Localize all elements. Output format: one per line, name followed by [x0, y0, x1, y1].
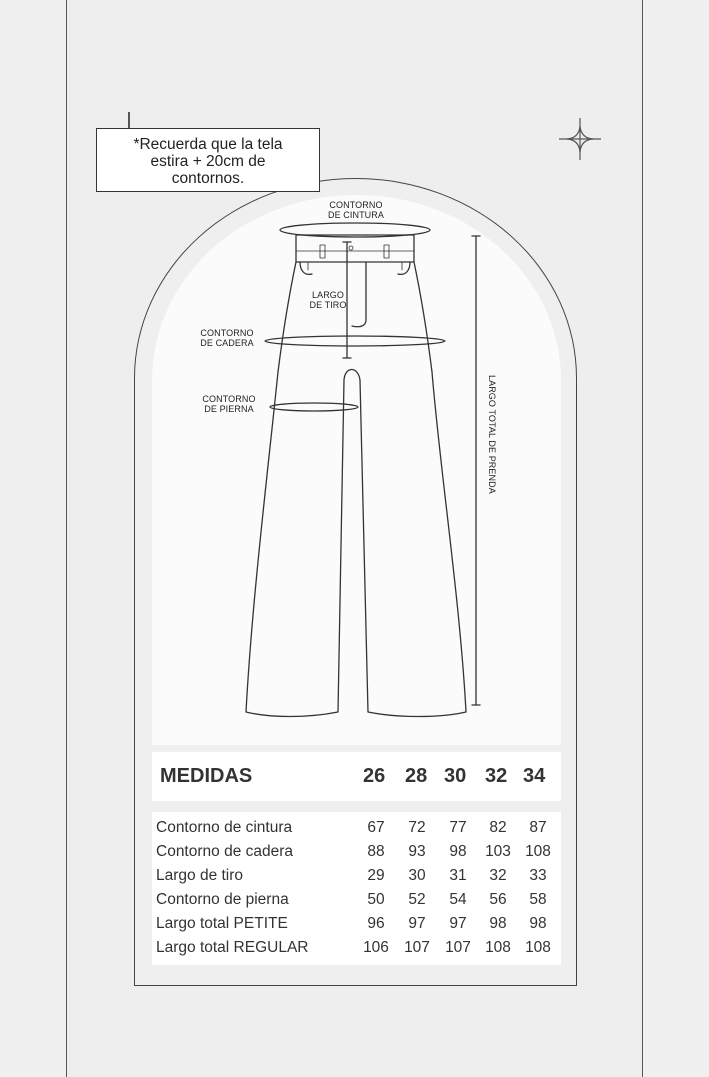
table-header	[152, 752, 561, 801]
note-line-2: estira + 20cm de	[150, 153, 266, 170]
leg-measure-ellipse	[270, 403, 358, 411]
table-row: Largo total PETITE 96 97 97 98 98	[156, 915, 547, 932]
table-row: Contorno de cintura 67 72 77 82 87	[156, 819, 547, 836]
size-header: 26	[363, 765, 386, 787]
waistband	[296, 235, 414, 262]
measurement-table	[152, 812, 561, 965]
left-pocket	[300, 262, 312, 274]
rise-label: LARGO DE TIRO	[309, 290, 347, 310]
hip-label: CONTORNO DE CADERA	[200, 328, 254, 348]
note-line-1: *Recuerda que la tela	[133, 136, 283, 153]
size-header: 32	[485, 765, 508, 787]
length-label: LARGO TOTAL DE PRENDA	[487, 375, 497, 494]
table-row: Largo de tiro 29 30 31 32 33	[156, 867, 547, 884]
pants-outline	[246, 262, 466, 717]
size-header: 30	[444, 765, 467, 787]
table-row: Contorno de pierna 50 52 54 56 58	[156, 891, 547, 908]
size-header: 34	[523, 765, 546, 787]
right-pocket	[398, 262, 410, 274]
note-line-3: contornos.	[171, 170, 245, 187]
table-row: Largo total REGULAR 106 107 107 108 108	[156, 939, 551, 956]
leg-label: CONTORNO DE PIERNA	[202, 394, 256, 414]
waist-label: CONTORNO DE CINTURA	[327, 200, 384, 220]
hip-measure-ellipse	[265, 336, 445, 346]
table-title: MEDIDAS	[160, 765, 253, 787]
table-row: Contorno de cadera 88 93 98 103 108	[156, 843, 551, 860]
size-header: 28	[405, 765, 428, 787]
